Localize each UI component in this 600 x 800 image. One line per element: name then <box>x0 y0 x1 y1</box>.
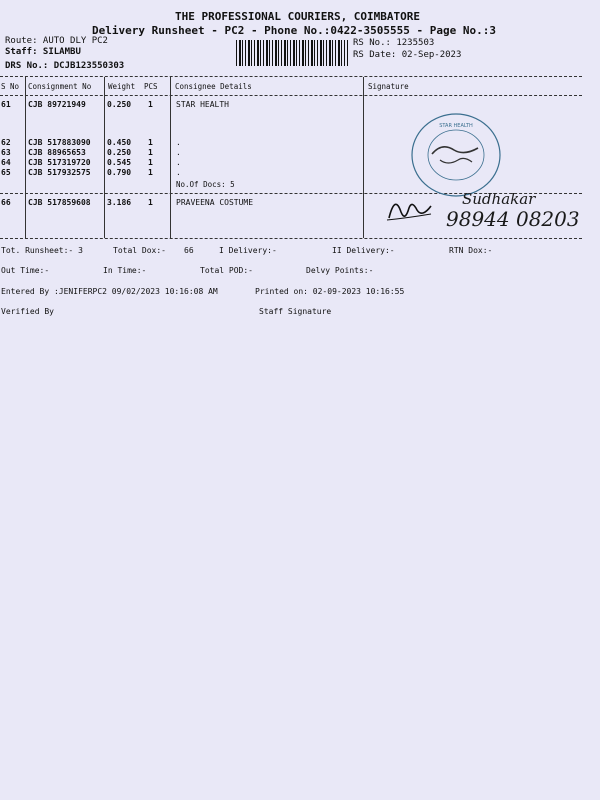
row-consignment: CJB 517932575 <box>28 168 91 177</box>
company-title: THE PROFESSIONAL COURIERS, COIMBATORE <box>175 10 421 23</box>
signature-scribble <box>385 190 435 226</box>
row-consignee: PRAVEENA COSTUME <box>176 198 254 207</box>
no-of-docs: No.Of Docs: 5 <box>176 180 235 189</box>
total-dox-label: Total Dox:- <box>113 246 166 255</box>
row-pcs: 1 <box>148 198 153 207</box>
entered-by: Entered By :JENIFERPC2 09/02/2023 10:16:08 AM <box>1 287 218 296</box>
tot-runsheet: Tot. Runsheet:- 3 <box>1 246 83 255</box>
delvy-points: Delvy Points:- <box>306 266 374 275</box>
row-pcs: 1 <box>148 138 153 147</box>
col-pcs: PCS <box>144 82 158 91</box>
receiver-phone: 98944 08203 <box>446 207 580 231</box>
company-stamp <box>410 112 502 198</box>
col-consignment: Consignment No <box>28 82 92 91</box>
row-weight: 0.250 <box>107 148 132 157</box>
row-weight: 0.545 <box>107 158 132 167</box>
table-header-rule <box>0 95 582 96</box>
table-bottom-rule <box>0 238 582 239</box>
runsheet-title: Delivery Runsheet - PC2 - Phone No.:0422-3505555 - Page No.:3 <box>92 24 496 37</box>
row-consignment: CJB 517859608 <box>28 198 91 207</box>
col-sno: S No <box>1 82 20 91</box>
row-consignee: . <box>176 168 181 177</box>
col-consignee: Consignee Details <box>175 82 252 91</box>
staff: Staff: SILAMBU <box>5 47 81 57</box>
row-consignee: . <box>176 158 181 167</box>
row-consignment: CJB 89721949 <box>28 100 86 109</box>
out-time: Out Time:- <box>1 266 50 275</box>
row-consignee: . <box>176 138 181 147</box>
col-weight: Weight <box>108 82 136 91</box>
total-dox-value: 66 <box>184 246 194 255</box>
row-weight: 0.790 <box>107 168 132 177</box>
row-pcs: 1 <box>148 148 153 157</box>
row-weight: 0.250 <box>107 100 132 109</box>
staff-signature: Staff Signature <box>259 307 332 316</box>
receiver-name: Sudhakar <box>462 190 536 208</box>
ii-delivery: II Delivery:- <box>332 246 395 255</box>
drs-number: DRS No.: DCJB123550303 <box>5 61 125 71</box>
row-weight: 0.450 <box>107 138 132 147</box>
barcode <box>236 40 348 66</box>
printed-on: Printed on: 02-09-2023 10:16:55 <box>255 287 405 296</box>
row-consignment: CJB 517319720 <box>28 158 91 167</box>
rs-date: RS Date: 02-Sep-2023 <box>353 50 462 60</box>
row-sno: 62 <box>1 138 11 147</box>
row-sno: 65 <box>1 168 11 177</box>
row-consignment: CJB 88965653 <box>28 148 86 157</box>
row-sno: 66 <box>1 198 11 207</box>
row-consignee: STAR HEALTH <box>176 100 229 109</box>
i-delivery: I Delivery:- <box>219 246 277 255</box>
row-pcs: 1 <box>148 158 153 167</box>
row-weight: 3.186 <box>107 198 132 207</box>
row-pcs: 1 <box>148 168 153 177</box>
route: Route: AUTO DLY PC2 <box>5 36 108 46</box>
col-signature: Signature <box>368 82 409 91</box>
row-sno: 63 <box>1 148 11 157</box>
rtn-dox: RTN Dox:- <box>449 246 493 255</box>
row-consignment: CJB 517883090 <box>28 138 91 147</box>
svg-text:STAR HEALTH: STAR HEALTH <box>439 123 473 129</box>
verified-by: Verified By <box>1 307 54 316</box>
total-pod: Total POD:- <box>200 266 253 275</box>
row-sno: 61 <box>1 100 11 109</box>
in-time: In Time:- <box>103 266 147 275</box>
row-consignee: . <box>176 148 181 157</box>
rs-number: RS No.: 1235503 <box>353 38 435 48</box>
table-top-rule <box>0 76 582 77</box>
row-sno: 64 <box>1 158 11 167</box>
row-pcs: 1 <box>148 100 153 109</box>
